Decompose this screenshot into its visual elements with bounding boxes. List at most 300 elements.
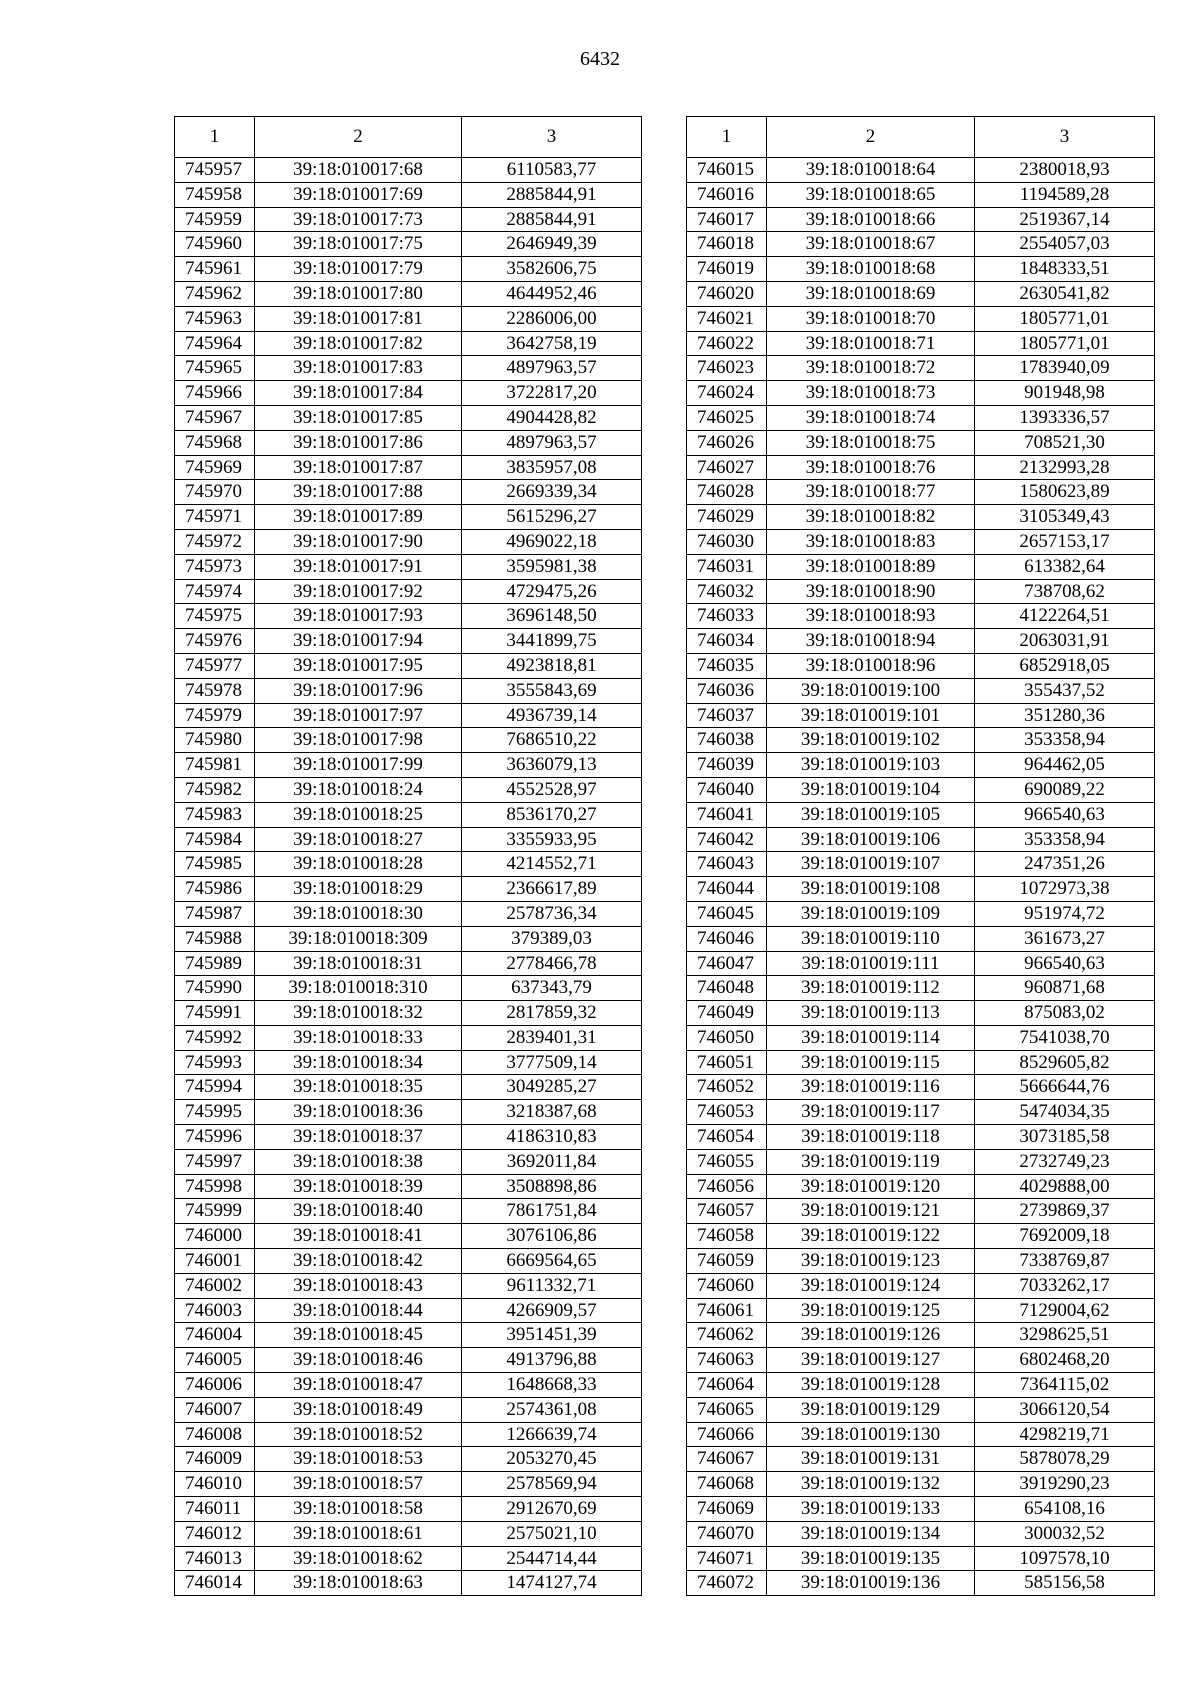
value-cell: 4029888,00 — [975, 1174, 1155, 1199]
cadastral-number-cell: 39:18:010019:121 — [767, 1199, 975, 1224]
row-number-cell: 746021 — [687, 306, 767, 331]
table-row — [687, 1273, 1155, 1298]
table-row — [175, 827, 642, 852]
row-number-cell: 745972 — [175, 529, 255, 554]
table-row — [687, 1199, 1155, 1224]
row-number-cell: 745976 — [175, 629, 255, 654]
value-cell: 3441899,75 — [462, 629, 642, 654]
value-cell: 3722817,20 — [462, 381, 642, 406]
value-cell: 3073185,58 — [975, 1125, 1155, 1150]
table-row — [687, 1224, 1155, 1249]
value-cell: 4552528,97 — [462, 777, 642, 802]
value-cell: 4897963,57 — [462, 356, 642, 381]
value-cell: 654108,16 — [975, 1497, 1155, 1522]
value-cell: 4186310,83 — [462, 1125, 642, 1150]
table-header-row — [687, 117, 1155, 158]
row-number-cell: 746007 — [175, 1397, 255, 1422]
cadastral-number-cell: 39:18:010017:98 — [255, 728, 462, 753]
row-number-cell: 745979 — [175, 703, 255, 728]
value-cell: 1072973,38 — [975, 877, 1155, 902]
table-row — [175, 653, 642, 678]
cadastral-number-cell: 39:18:010018:38 — [255, 1149, 462, 1174]
cadastral-number-cell: 39:18:010018:35 — [255, 1075, 462, 1100]
table-row — [687, 1348, 1155, 1373]
value-cell: 2778466,78 — [462, 951, 642, 976]
column-header: 1 — [175, 117, 255, 158]
row-number-cell: 746024 — [687, 381, 767, 406]
value-cell: 3595981,38 — [462, 554, 642, 579]
cadastral-number-cell: 39:18:010017:96 — [255, 678, 462, 703]
table-row — [687, 1497, 1155, 1522]
table-row — [687, 604, 1155, 629]
value-cell: 2885844,91 — [462, 207, 642, 232]
cadastral-number-cell: 39:18:010019:129 — [767, 1397, 975, 1422]
value-cell: 7364115,02 — [975, 1373, 1155, 1398]
row-number-cell: 745969 — [175, 455, 255, 480]
cadastral-number-cell: 39:18:010017:80 — [255, 281, 462, 306]
value-cell: 637343,79 — [462, 976, 642, 1001]
value-cell: 4298219,71 — [975, 1422, 1155, 1447]
row-number-cell: 745968 — [175, 430, 255, 455]
value-cell: 2578569,94 — [462, 1472, 642, 1497]
cadastral-number-cell: 39:18:010018:83 — [767, 529, 975, 554]
value-cell: 6852918,05 — [975, 653, 1155, 678]
table-row — [687, 1571, 1155, 1596]
cadastral-number-cell: 39:18:010019:132 — [767, 1472, 975, 1497]
cadastral-number-cell: 39:18:010018:68 — [767, 257, 975, 282]
row-number-cell: 746056 — [687, 1174, 767, 1199]
value-cell: 2630541,82 — [975, 281, 1155, 306]
row-number-cell: 746001 — [175, 1249, 255, 1274]
value-cell: 3508898,86 — [462, 1174, 642, 1199]
cadastral-number-cell: 39:18:010019:125 — [767, 1298, 975, 1323]
table-row — [687, 653, 1155, 678]
table-row — [687, 852, 1155, 877]
value-cell: 7692009,18 — [975, 1224, 1155, 1249]
table-row — [687, 1422, 1155, 1447]
table-row — [687, 1174, 1155, 1199]
value-cell: 4923818,81 — [462, 653, 642, 678]
row-number-cell: 746013 — [175, 1546, 255, 1571]
table-row — [175, 232, 642, 257]
table-row — [175, 1224, 642, 1249]
table-row — [175, 430, 642, 455]
cadastral-number-cell: 39:18:010017:92 — [255, 579, 462, 604]
table-row — [687, 480, 1155, 505]
table-row — [175, 1298, 642, 1323]
value-cell: 708521,30 — [975, 430, 1155, 455]
row-number-cell: 745967 — [175, 405, 255, 430]
row-number-cell: 745978 — [175, 678, 255, 703]
value-cell: 3692011,84 — [462, 1149, 642, 1174]
cadastral-number-cell: 39:18:010017:91 — [255, 554, 462, 579]
page-number: 6432 — [580, 48, 620, 70]
value-cell: 3355933,95 — [462, 827, 642, 852]
value-cell: 7861751,84 — [462, 1199, 642, 1224]
row-number-cell: 746036 — [687, 678, 767, 703]
cadastral-number-cell: 39:18:010019:130 — [767, 1422, 975, 1447]
row-number-cell: 746026 — [687, 430, 767, 455]
cadastral-number-cell: 39:18:010018:69 — [767, 281, 975, 306]
value-cell: 4936739,14 — [462, 703, 642, 728]
value-cell: 4729475,26 — [462, 579, 642, 604]
row-number-cell: 746049 — [687, 1001, 767, 1026]
table-row — [175, 331, 642, 356]
table-row — [687, 207, 1155, 232]
table-row — [687, 951, 1155, 976]
value-cell: 2817859,32 — [462, 1001, 642, 1026]
cadastral-number-cell: 39:18:010019:104 — [767, 777, 975, 802]
cadastral-number-cell: 39:18:010017:86 — [255, 430, 462, 455]
row-number-cell: 746065 — [687, 1397, 767, 1422]
row-number-cell: 746032 — [687, 579, 767, 604]
cadastral-number-cell: 39:18:010018:27 — [255, 827, 462, 852]
table-row — [687, 331, 1155, 356]
row-number-cell: 746055 — [687, 1149, 767, 1174]
table-row — [687, 1521, 1155, 1546]
row-number-cell: 746047 — [687, 951, 767, 976]
value-cell: 351280,36 — [975, 703, 1155, 728]
row-number-cell: 746044 — [687, 877, 767, 902]
cadastral-number-cell: 39:18:010018:44 — [255, 1298, 462, 1323]
cadastral-number-cell: 39:18:010018:72 — [767, 356, 975, 381]
cadastral-number-cell: 39:18:010017:90 — [255, 529, 462, 554]
row-number-cell: 745988 — [175, 926, 255, 951]
table-row — [687, 1546, 1155, 1571]
value-cell: 2544714,44 — [462, 1546, 642, 1571]
value-cell: 353358,94 — [975, 728, 1155, 753]
cadastral-number-cell: 39:18:010018:74 — [767, 405, 975, 430]
right-table-body — [687, 158, 1155, 1596]
table-row — [687, 877, 1155, 902]
row-number-cell: 746057 — [687, 1199, 767, 1224]
row-number-cell: 746066 — [687, 1422, 767, 1447]
row-number-cell: 746040 — [687, 777, 767, 802]
cadastral-number-cell: 39:18:010018:71 — [767, 331, 975, 356]
value-cell: 5474034,35 — [975, 1100, 1155, 1125]
value-cell: 6802468,20 — [975, 1348, 1155, 1373]
value-cell: 1783940,09 — [975, 356, 1155, 381]
cadastral-number-cell: 39:18:010018:64 — [767, 158, 975, 183]
value-cell: 7541038,70 — [975, 1025, 1155, 1050]
cadastral-number-cell: 39:18:010017:89 — [255, 505, 462, 530]
table-row — [175, 1373, 642, 1398]
cadastral-number-cell: 39:18:010017:73 — [255, 207, 462, 232]
row-number-cell: 745962 — [175, 281, 255, 306]
table-row — [175, 281, 642, 306]
row-number-cell: 746046 — [687, 926, 767, 951]
table-row — [175, 703, 642, 728]
table-row — [687, 1397, 1155, 1422]
row-number-cell: 746053 — [687, 1100, 767, 1125]
row-number-cell: 746060 — [687, 1273, 767, 1298]
value-cell: 4969022,18 — [462, 529, 642, 554]
value-cell: 2380018,93 — [975, 158, 1155, 183]
cadastral-number-cell: 39:18:010018:25 — [255, 802, 462, 827]
value-cell: 960871,68 — [975, 976, 1155, 1001]
cadastral-number-cell: 39:18:010017:99 — [255, 753, 462, 778]
row-number-cell: 746005 — [175, 1348, 255, 1373]
table-row — [175, 1447, 642, 1472]
right-register-table — [686, 116, 1155, 1596]
row-number-cell: 745966 — [175, 381, 255, 406]
cadastral-number-cell: 39:18:010018:82 — [767, 505, 975, 530]
value-cell: 7338769,87 — [975, 1249, 1155, 1274]
row-number-cell: 745986 — [175, 877, 255, 902]
cadastral-number-cell: 39:18:010017:68 — [255, 158, 462, 183]
table-row — [175, 158, 642, 183]
cadastral-number-cell: 39:18:010017:82 — [255, 331, 462, 356]
row-number-cell: 746058 — [687, 1224, 767, 1249]
cadastral-number-cell: 39:18:010019:114 — [767, 1025, 975, 1050]
value-cell: 966540,63 — [975, 951, 1155, 976]
row-number-cell: 745987 — [175, 901, 255, 926]
value-cell: 3777509,14 — [462, 1050, 642, 1075]
row-number-cell: 746031 — [687, 554, 767, 579]
cadastral-number-cell: 39:18:010017:69 — [255, 182, 462, 207]
table-row — [175, 951, 642, 976]
table-row — [175, 1348, 642, 1373]
row-number-cell: 745973 — [175, 554, 255, 579]
value-cell: 2912670,69 — [462, 1497, 642, 1522]
table-row — [687, 1100, 1155, 1125]
row-number-cell: 745998 — [175, 1174, 255, 1199]
row-number-cell: 746042 — [687, 827, 767, 852]
row-number-cell: 746052 — [687, 1075, 767, 1100]
cadastral-number-cell: 39:18:010019:101 — [767, 703, 975, 728]
value-cell: 9611332,71 — [462, 1273, 642, 1298]
table-row — [687, 529, 1155, 554]
value-cell: 2132993,28 — [975, 455, 1155, 480]
cadastral-number-cell: 39:18:010018:39 — [255, 1174, 462, 1199]
value-cell: 4214552,71 — [462, 852, 642, 877]
table-row — [175, 356, 642, 381]
table-row — [687, 405, 1155, 430]
cadastral-number-cell: 39:18:010018:41 — [255, 1224, 462, 1249]
row-number-cell: 746020 — [687, 281, 767, 306]
value-cell: 353358,94 — [975, 827, 1155, 852]
table-row — [175, 976, 642, 1001]
table-row — [687, 356, 1155, 381]
value-cell: 1266639,74 — [462, 1422, 642, 1447]
row-number-cell: 746039 — [687, 753, 767, 778]
cadastral-number-cell: 39:18:010017:87 — [255, 455, 462, 480]
cadastral-number-cell: 39:18:010019:136 — [767, 1571, 975, 1596]
table-row — [175, 604, 642, 629]
row-number-cell: 746010 — [175, 1472, 255, 1497]
value-cell: 3076106,86 — [462, 1224, 642, 1249]
table-row — [175, 480, 642, 505]
value-cell: 5615296,27 — [462, 505, 642, 530]
value-cell: 3696148,50 — [462, 604, 642, 629]
row-number-cell: 746028 — [687, 480, 767, 505]
row-number-cell: 746004 — [175, 1323, 255, 1348]
cadastral-number-cell: 39:18:010017:84 — [255, 381, 462, 406]
value-cell: 4904428,82 — [462, 405, 642, 430]
cadastral-number-cell: 39:18:010018:94 — [767, 629, 975, 654]
value-cell: 3066120,54 — [975, 1397, 1155, 1422]
value-cell: 2669339,34 — [462, 480, 642, 505]
value-cell: 1097578,10 — [975, 1546, 1155, 1571]
table-row — [175, 505, 642, 530]
value-cell: 1194589,28 — [975, 182, 1155, 207]
row-number-cell: 746011 — [175, 1497, 255, 1522]
row-number-cell: 746069 — [687, 1497, 767, 1522]
table-row — [175, 802, 642, 827]
value-cell: 1805771,01 — [975, 331, 1155, 356]
column-header: 2 — [255, 117, 462, 158]
cadastral-number-cell: 39:18:010019:127 — [767, 1348, 975, 1373]
row-number-cell: 745959 — [175, 207, 255, 232]
value-cell: 951974,72 — [975, 901, 1155, 926]
value-cell: 7686510,22 — [462, 728, 642, 753]
value-cell: 4644952,46 — [462, 281, 642, 306]
table-row — [687, 703, 1155, 728]
cadastral-number-cell: 39:18:010019:108 — [767, 877, 975, 902]
table-row — [175, 678, 642, 703]
cadastral-number-cell: 39:18:010019:124 — [767, 1273, 975, 1298]
row-number-cell: 745964 — [175, 331, 255, 356]
cadastral-number-cell: 39:18:010019:133 — [767, 1497, 975, 1522]
value-cell: 3582606,75 — [462, 257, 642, 282]
cadastral-number-cell: 39:18:010018:77 — [767, 480, 975, 505]
row-number-cell: 746008 — [175, 1422, 255, 1447]
cadastral-number-cell: 39:18:010018:47 — [255, 1373, 462, 1398]
value-cell: 5878078,29 — [975, 1447, 1155, 1472]
row-number-cell: 746025 — [687, 405, 767, 430]
cadastral-number-cell: 39:18:010018:24 — [255, 777, 462, 802]
value-cell: 1848333,51 — [975, 257, 1155, 282]
row-number-cell: 746019 — [687, 257, 767, 282]
table-row — [687, 802, 1155, 827]
table-row — [175, 1472, 642, 1497]
value-cell: 1474127,74 — [462, 1571, 642, 1596]
value-cell: 8536170,27 — [462, 802, 642, 827]
table-row — [687, 1298, 1155, 1323]
table-row — [175, 405, 642, 430]
value-cell: 964462,05 — [975, 753, 1155, 778]
cadastral-number-cell: 39:18:010017:85 — [255, 405, 462, 430]
value-cell: 2063031,91 — [975, 629, 1155, 654]
value-cell: 3919290,23 — [975, 1472, 1155, 1497]
table-row — [175, 1521, 642, 1546]
table-row — [687, 1249, 1155, 1274]
table-row — [175, 1397, 642, 1422]
cadastral-number-cell: 39:18:010019:105 — [767, 802, 975, 827]
row-number-cell: 746000 — [175, 1224, 255, 1249]
row-number-cell: 745999 — [175, 1199, 255, 1224]
value-cell: 361673,27 — [975, 926, 1155, 951]
table-row — [687, 728, 1155, 753]
value-cell: 3298625,51 — [975, 1323, 1155, 1348]
value-cell: 690089,22 — [975, 777, 1155, 802]
table-row — [175, 1075, 642, 1100]
value-cell: 247351,26 — [975, 852, 1155, 877]
table-row — [687, 1373, 1155, 1398]
row-number-cell: 746029 — [687, 505, 767, 530]
cadastral-number-cell: 39:18:010018:58 — [255, 1497, 462, 1522]
cadastral-number-cell: 39:18:010018:75 — [767, 430, 975, 455]
row-number-cell: 745981 — [175, 753, 255, 778]
cadastral-number-cell: 39:18:010018:40 — [255, 1199, 462, 1224]
value-cell: 3555843,69 — [462, 678, 642, 703]
table-row — [175, 901, 642, 926]
row-number-cell: 746048 — [687, 976, 767, 1001]
table-row — [175, 1050, 642, 1075]
row-number-cell: 746002 — [175, 1273, 255, 1298]
row-number-cell: 745989 — [175, 951, 255, 976]
row-number-cell: 745997 — [175, 1149, 255, 1174]
cadastral-number-cell: 39:18:010018:34 — [255, 1050, 462, 1075]
table-row — [175, 1149, 642, 1174]
cadastral-number-cell: 39:18:010019:107 — [767, 852, 975, 877]
cadastral-number-cell: 39:18:010018:62 — [255, 1546, 462, 1571]
row-number-cell: 745975 — [175, 604, 255, 629]
row-number-cell: 746035 — [687, 653, 767, 678]
cadastral-number-cell: 39:18:010017:81 — [255, 306, 462, 331]
row-number-cell: 745958 — [175, 182, 255, 207]
row-number-cell: 745993 — [175, 1050, 255, 1075]
cadastral-number-cell: 39:18:010018:31 — [255, 951, 462, 976]
cadastral-number-cell: 39:18:010019:126 — [767, 1323, 975, 1348]
cadastral-number-cell: 39:18:010019:103 — [767, 753, 975, 778]
row-number-cell: 746064 — [687, 1373, 767, 1398]
value-cell: 3049285,27 — [462, 1075, 642, 1100]
row-number-cell: 746017 — [687, 207, 767, 232]
row-number-cell: 746030 — [687, 529, 767, 554]
table-row — [175, 1100, 642, 1125]
cadastral-number-cell: 39:18:010019:135 — [767, 1546, 975, 1571]
row-number-cell: 746041 — [687, 802, 767, 827]
table-header-row — [175, 117, 642, 158]
table-row — [175, 1025, 642, 1050]
row-number-cell: 745980 — [175, 728, 255, 753]
cadastral-number-cell: 39:18:010017:95 — [255, 653, 462, 678]
cadastral-number-cell: 39:18:010018:89 — [767, 554, 975, 579]
table-row — [687, 976, 1155, 1001]
value-cell: 1805771,01 — [975, 306, 1155, 331]
cadastral-number-cell: 39:18:010019:111 — [767, 951, 975, 976]
cadastral-number-cell: 39:18:010018:90 — [767, 579, 975, 604]
row-number-cell: 746006 — [175, 1373, 255, 1398]
value-cell: 4913796,88 — [462, 1348, 642, 1373]
table-row — [175, 1001, 642, 1026]
row-number-cell: 746062 — [687, 1323, 767, 1348]
cadastral-number-cell: 39:18:010018:42 — [255, 1249, 462, 1274]
table-row — [175, 1323, 642, 1348]
cadastral-number-cell: 39:18:010018:73 — [767, 381, 975, 406]
row-number-cell: 745960 — [175, 232, 255, 257]
value-cell: 3835957,08 — [462, 455, 642, 480]
row-number-cell: 745971 — [175, 505, 255, 530]
row-number-cell: 745974 — [175, 579, 255, 604]
left-table-body — [175, 158, 642, 1596]
table-row — [175, 877, 642, 902]
row-number-cell: 746063 — [687, 1348, 767, 1373]
value-cell: 2286006,00 — [462, 306, 642, 331]
table-row — [175, 182, 642, 207]
column-header: 3 — [462, 117, 642, 158]
table-row — [175, 1199, 642, 1224]
row-number-cell: 746037 — [687, 703, 767, 728]
table-row — [687, 926, 1155, 951]
cadastral-number-cell: 39:18:010018:61 — [255, 1521, 462, 1546]
column-header: 1 — [687, 117, 767, 158]
cadastral-number-cell: 39:18:010019:123 — [767, 1249, 975, 1274]
row-number-cell: 746050 — [687, 1025, 767, 1050]
table-row — [687, 232, 1155, 257]
value-cell: 3951451,39 — [462, 1323, 642, 1348]
